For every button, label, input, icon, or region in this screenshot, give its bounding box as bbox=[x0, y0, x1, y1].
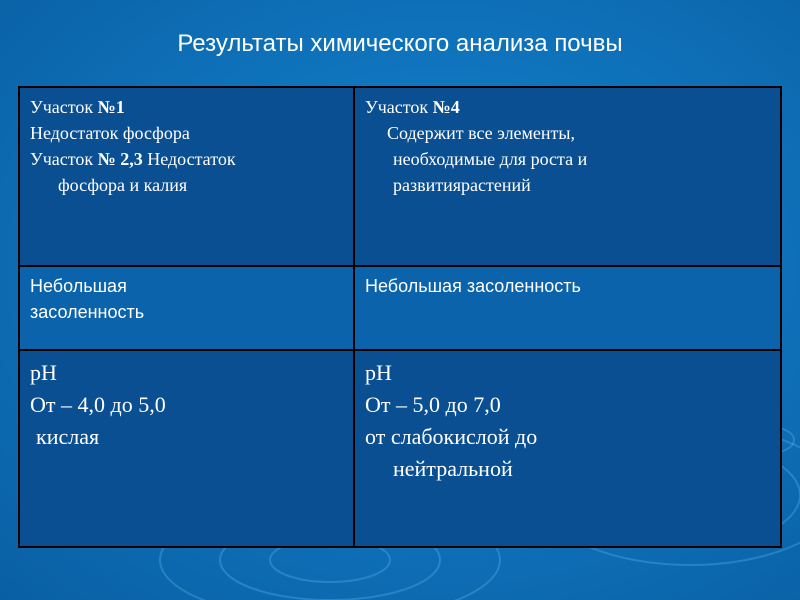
plot4-text-line2: необходимые для роста и bbox=[393, 149, 588, 169]
plot1-heading: Участок №1 bbox=[30, 97, 125, 117]
ph-right-label: pH bbox=[365, 360, 392, 385]
plot4-heading: Участок №4 bbox=[365, 97, 460, 117]
cell-plot4 bbox=[354, 87, 781, 266]
cell-ph-right bbox=[354, 350, 781, 547]
table-row bbox=[19, 350, 781, 547]
cell-salinity-right bbox=[354, 266, 781, 350]
cell-salinity-left bbox=[19, 266, 354, 350]
plot4-text-line1: Содержит все элементы, bbox=[387, 123, 576, 143]
plot23-heading: Участок № 2,3 Недостаток bbox=[30, 149, 236, 169]
cell-ph-left bbox=[19, 350, 354, 547]
ph-right-type-a: от слабокислой до bbox=[365, 424, 538, 449]
ph-left-type: кислая bbox=[36, 424, 100, 449]
slide-title: Результаты химического анализа почвы bbox=[177, 30, 623, 57]
salinity-right: Небольшая засоленность bbox=[365, 276, 581, 296]
cell-plot1-plot23 bbox=[19, 87, 354, 266]
salinity-left-line1: Небольшая bbox=[30, 276, 127, 296]
table-row bbox=[19, 266, 781, 350]
plot4-text-line3: развитиярастений bbox=[393, 175, 531, 195]
ph-left-label: pH bbox=[30, 360, 57, 385]
ph-left-range: От – 4,0 до 5,0 bbox=[30, 392, 166, 417]
table-row bbox=[19, 87, 781, 266]
plot1-text: Недостаток фосфора bbox=[30, 123, 190, 143]
salinity-left-line2: засоленность bbox=[30, 302, 145, 322]
results-table bbox=[18, 86, 782, 548]
plot23-text: фосфора и калия bbox=[58, 175, 188, 195]
ph-right-range: От – 5,0 до 7,0 bbox=[365, 392, 501, 417]
ph-right-type-b: нейтральной bbox=[393, 456, 513, 481]
